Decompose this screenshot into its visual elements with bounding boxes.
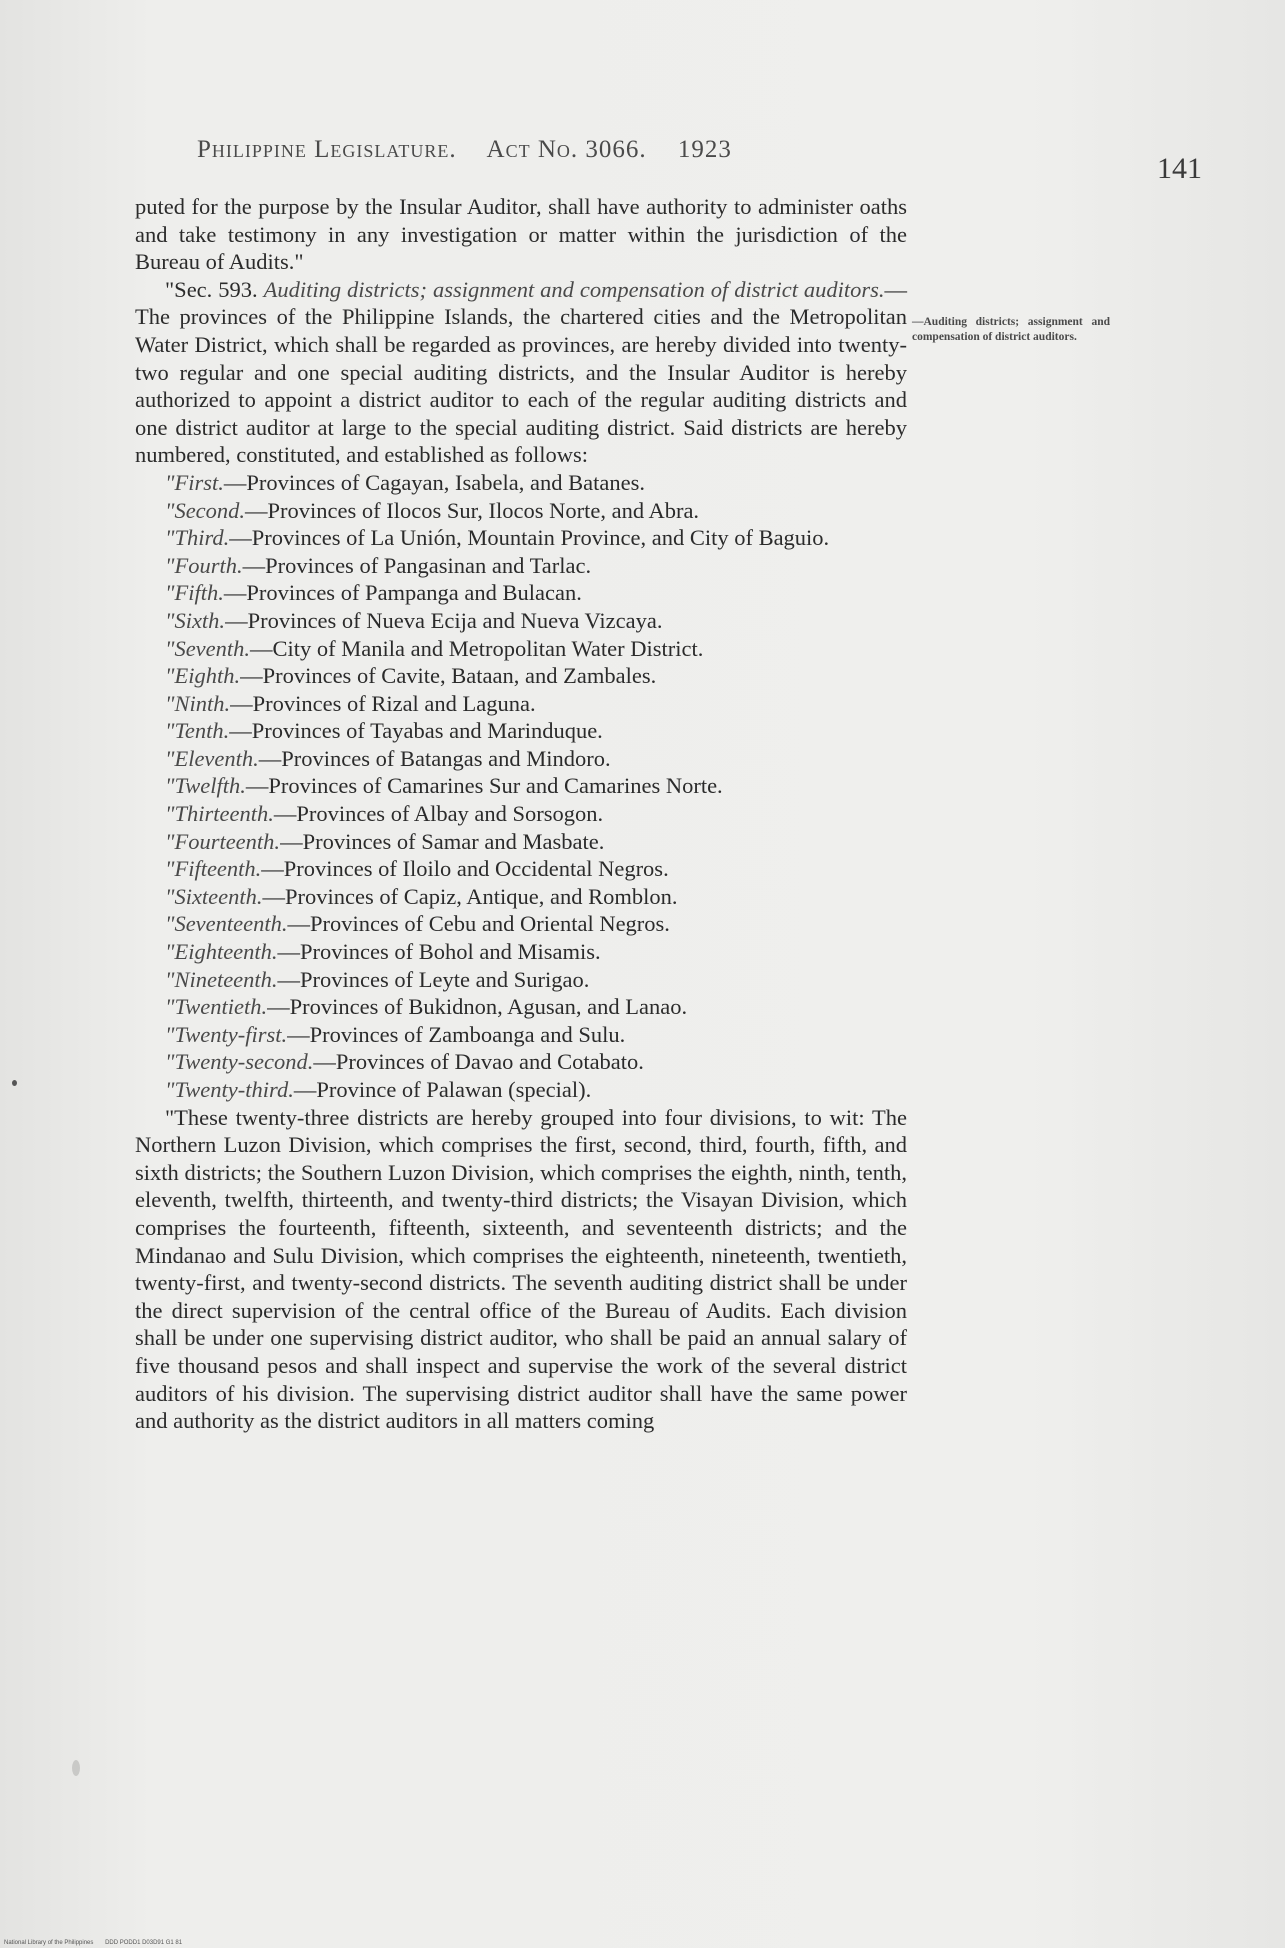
district-item [135, 745, 907, 773]
district-text: —Provinces of Tayabas and Marinduque. [229, 718, 603, 744]
district-label: "Second. [165, 497, 246, 523]
district-text: —Provinces of Bukidnon, Agusan, and Lanao. [267, 994, 688, 1020]
running-head [197, 136, 756, 164]
district-label: "Fourteenth. [165, 828, 281, 854]
district-item [135, 524, 907, 552]
running-head-title: Philippine Legislature. [197, 136, 457, 163]
district-item [135, 1021, 907, 1049]
footer-library: National Library of the Philippines [4, 1940, 94, 1946]
section-text: —The provinces of the Philippine Islands, the chartered cities and the Metropolitan Water District, which shall be regarded as provinces, are hereby divided into twenty-two regular and one special auditing districts, and the Insular Auditor is hereby authorized to appoint a district auditor to each of the regular auditing districts and one district auditor at large to the special auditing district. Said districts are hereby numbered, constituted, and established as follows: [135, 276, 908, 468]
district-text: —City of Manila and Metropolitan Water District. [250, 635, 704, 661]
district-label: "Seventeenth. [165, 911, 288, 937]
district-label: "First. [165, 469, 224, 495]
district-label: "Sixth. [165, 607, 226, 633]
district-item [135, 772, 907, 800]
district-text: —Provinces of Bohol and Misamis. [277, 939, 601, 965]
district-item [135, 717, 907, 745]
district-item [135, 800, 907, 828]
district-text: —Provinces of Cagayan, Isabela, and Batanes. [223, 469, 645, 495]
district-item [135, 938, 907, 966]
district-label: "Eleventh. [165, 745, 259, 771]
district-item [135, 883, 907, 911]
section-number: "Sec. 593. [165, 276, 258, 302]
district-item [135, 469, 907, 497]
district-item [135, 828, 907, 856]
district-label: "Nineteenth. [165, 966, 278, 992]
district-text: —Provinces of Rizal and Laguna. [230, 690, 536, 716]
district-label: "Twentieth. [165, 994, 268, 1020]
district-item [135, 966, 907, 994]
district-label: "Sixteenth. [165, 883, 263, 909]
district-label: "Twenty-second. [165, 1049, 314, 1075]
district-item [135, 910, 907, 938]
district-item [135, 579, 907, 607]
footer-credit [4, 1940, 192, 1946]
district-item [135, 690, 907, 718]
district-text: —Provinces of Cavite, Bataan, and Zambales. [240, 663, 657, 689]
district-label: "Tenth. [165, 718, 230, 744]
district-text: —Provinces of Zamboanga and Sulu. [287, 1021, 626, 1047]
district-label: "Twenty-third. [165, 1077, 294, 1102]
district-text: —Provinces of Pangasinan and Tarlac. [242, 552, 592, 578]
running-head-year: 1923 [677, 136, 732, 163]
district-text: —Provinces of Samar and Masbate. [280, 828, 605, 854]
district-label: "Fourth. [165, 552, 243, 578]
district-label: "Twelfth. [165, 773, 246, 799]
district-text: —Provinces of Albay and Sorsogon. [273, 801, 604, 827]
district-item [135, 1048, 907, 1076]
district-label: "Thirteenth. [165, 801, 274, 827]
district-label: "Twenty-first. [165, 1021, 288, 1047]
district-text: —Provinces of Davao and Cotabato. [313, 1049, 644, 1075]
running-head-act: Act No. 3066. [486, 136, 647, 163]
district-item [135, 1076, 907, 1104]
district-text: —Provinces of Ilocos Sur, Ilocos Norte, and Abra. [245, 497, 700, 523]
section-title: Auditing districts; assignment and compensation of district auditors. [263, 276, 885, 302]
district-item [135, 635, 907, 663]
district-text: —Province of Palawan (special). [293, 1077, 592, 1102]
district-label: "Seventh. [165, 635, 251, 661]
section-paragraph [135, 276, 907, 469]
district-text: —Provinces of Leyte and Surigao. [277, 966, 590, 992]
district-text: —Provinces of Capiz, Antique, and Romblon. [262, 883, 678, 909]
district-item [135, 607, 907, 635]
scan-speck [72, 1760, 80, 1776]
district-text: —Provinces of Pampanga and Bulacan. [223, 580, 582, 606]
district-text: —Provinces of Nueva Ecija and Nueva Vizcaya. [225, 607, 663, 633]
district-item [135, 662, 907, 690]
district-item [135, 855, 907, 883]
district-label: "Eighteenth. [165, 939, 278, 965]
district-label: "Fifteenth. [165, 856, 262, 882]
page-number: 141 [1157, 152, 1202, 185]
district-text: —Provinces of Iloilo and Occidental Negros. [261, 856, 669, 882]
district-text: —Provinces of Batangas and Mindoro. [258, 745, 611, 771]
district-item [135, 497, 907, 525]
body-text [135, 193, 907, 1435]
district-item [135, 552, 907, 580]
district-text: —Provinces of Cebu and Oriental Negros. [287, 911, 670, 937]
district-item [135, 993, 907, 1021]
district-label: "Ninth. [165, 690, 231, 716]
footer-code: DDD PODD1 D03D91 G1 81 [105, 1940, 183, 1946]
scan-speck [12, 1080, 17, 1086]
district-text: —Provinces of La Unión, Mountain Province, and City of Baguio. [229, 525, 830, 551]
district-label: "Eighth. [165, 663, 241, 689]
margin-note: —Auditing districts; assignment and compensation of district auditors. [912, 316, 1110, 343]
paragraph: "These twenty-three districts are hereby grouped into four divisions, to wit: The Northern Luzon Division, which comprises the first, second, third, fourth, fifth, and sixth districts; the Southern Luzon Division, which comprises the eighth, ninth, tenth, eleventh, twelfth, thirteenth, and twenty-third districts; the Visayan Division, which comprises the fourteenth, fifteenth, sixteenth, and seventeenth districts; and the Mindanao and Sulu Division, which comprises the eighteenth, nineteenth, twentieth, twenty-first, and twenty-second districts. The seventh auditing district shall be under the direct supervision of the central office of the Bureau of Audits. Each division shall be under one supervising district auditor, who shall be paid an annual salary of five thousand pesos and shall inspect and supervise the work of the several district auditors of his division. The supervising district auditor shall have the same power and authority as the district auditors in all matters coming [135, 1104, 907, 1434]
district-label: "Fifth. [165, 580, 224, 606]
district-label: "Third. [165, 525, 230, 551]
district-text: —Provinces of Camarines Sur and Camarines Norte. [245, 773, 723, 799]
paragraph: puted for the purpose by the Insular Auditor, shall have authority to administer oaths and take testimony in any investigation or matter within the jurisdiction of the Bureau of Audits." [135, 194, 907, 275]
